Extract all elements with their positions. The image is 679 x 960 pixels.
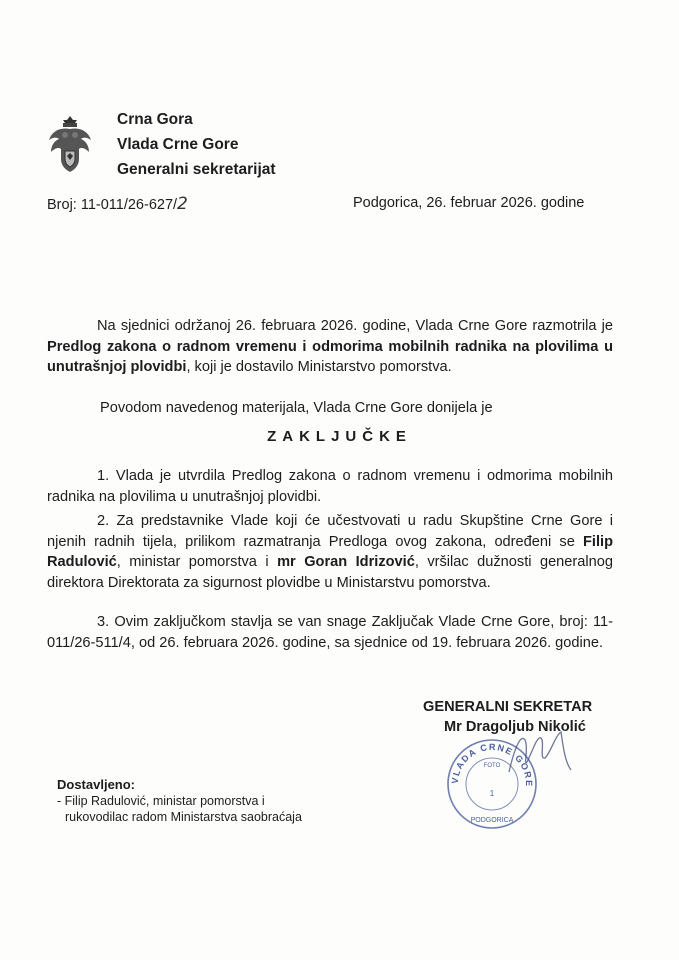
povodom-line: Povodom navedenog materijala, Vlada Crne Gore donijela je — [100, 400, 493, 416]
conclusion-item-3: 3. Ovim zaključkom stavlja se van snage Zaključak Vlade Crne Gore, broj: 11-011/26-511/4, od 26. februara 2026. godine, sa sjednice od 19. februara 2026. godine. — [47, 614, 613, 651]
reference-number-text: Broj: 11-011/26-627/ — [47, 197, 178, 213]
bleed-through-text — [40, 10, 649, 25]
stamp-top-text: FOTO — [483, 763, 501, 769]
item2-name-2: mr Goran Idrizović — [277, 554, 415, 570]
distribution-title: Dostavljeno: — [57, 777, 136, 792]
letterhead — [117, 107, 276, 182]
conclusions-heading: ZAKLJUČKE — [267, 428, 412, 445]
handwritten-signature — [505, 726, 575, 786]
intro-paragraph — [47, 316, 613, 378]
stamp-ring-text: VLADA CRNE GORE — [449, 741, 535, 788]
coat-of-arms-icon — [46, 113, 94, 175]
stamp-number: 1 — [489, 789, 495, 798]
item2-text-1: 2. Za predstavnike Vlade koji će učestvovati u radu Skupštine Crne Gore i njenih radnih tijela, prilikom razmatranja Predloga ovog zakona, određeni se — [47, 513, 613, 550]
letterhead-secretariat: Generalni sekretarijat — [117, 161, 276, 178]
item2-text-3: , vršilac dužnosti generalnog direktora Direktorata za sigurnost plovidbe u Ministarstvu pomorstva. — [47, 554, 613, 591]
conclusion-item-2 — [47, 511, 613, 593]
conclusion-item-1: 1. Vlada je utvrdila Predlog zakona o radnom vremenu i odmorima mobilnih radnika na plovilima u unutrašnjoj plovidbi. — [47, 468, 613, 505]
distribution-line-2: rukovodilac radom Ministarstva saobraćaja — [65, 810, 302, 824]
item2-name-1: Filip Radulović — [47, 533, 613, 570]
stamp-city: PODGORICA — [470, 817, 514, 824]
intro-text-2: , koji je dostavilo Ministarstvo pomorstva. — [186, 359, 452, 375]
distribution-line-1: - Filip Radulović, ministar pomorstva i — [57, 794, 265, 808]
intro-law-title: Predlog zakona o radnom vremenu i odmorima mobilnih radnika na plovilima u unutrašnjoj plovidbi — [47, 338, 613, 375]
letterhead-government: Vlada Crne Gore — [117, 136, 239, 153]
item2-text-2: , ministar pomorstva i — [116, 554, 278, 570]
intro-text-1: Na sjednici održanoj 26. februara 2026. godine, Vlada Crne Gore razmotrila je — [97, 318, 613, 334]
signature-name: Mr Dragoljub Nikolić — [444, 719, 586, 735]
reference-handwritten: 2 — [177, 194, 188, 214]
distribution-list — [57, 777, 302, 825]
reference-number — [47, 194, 188, 214]
signature-title: GENERALNI SEKRETAR — [423, 699, 593, 715]
letterhead-country: Crna Gora — [117, 111, 193, 128]
document-date: Podgorica, 26. februar 2026. godine — [353, 195, 585, 211]
